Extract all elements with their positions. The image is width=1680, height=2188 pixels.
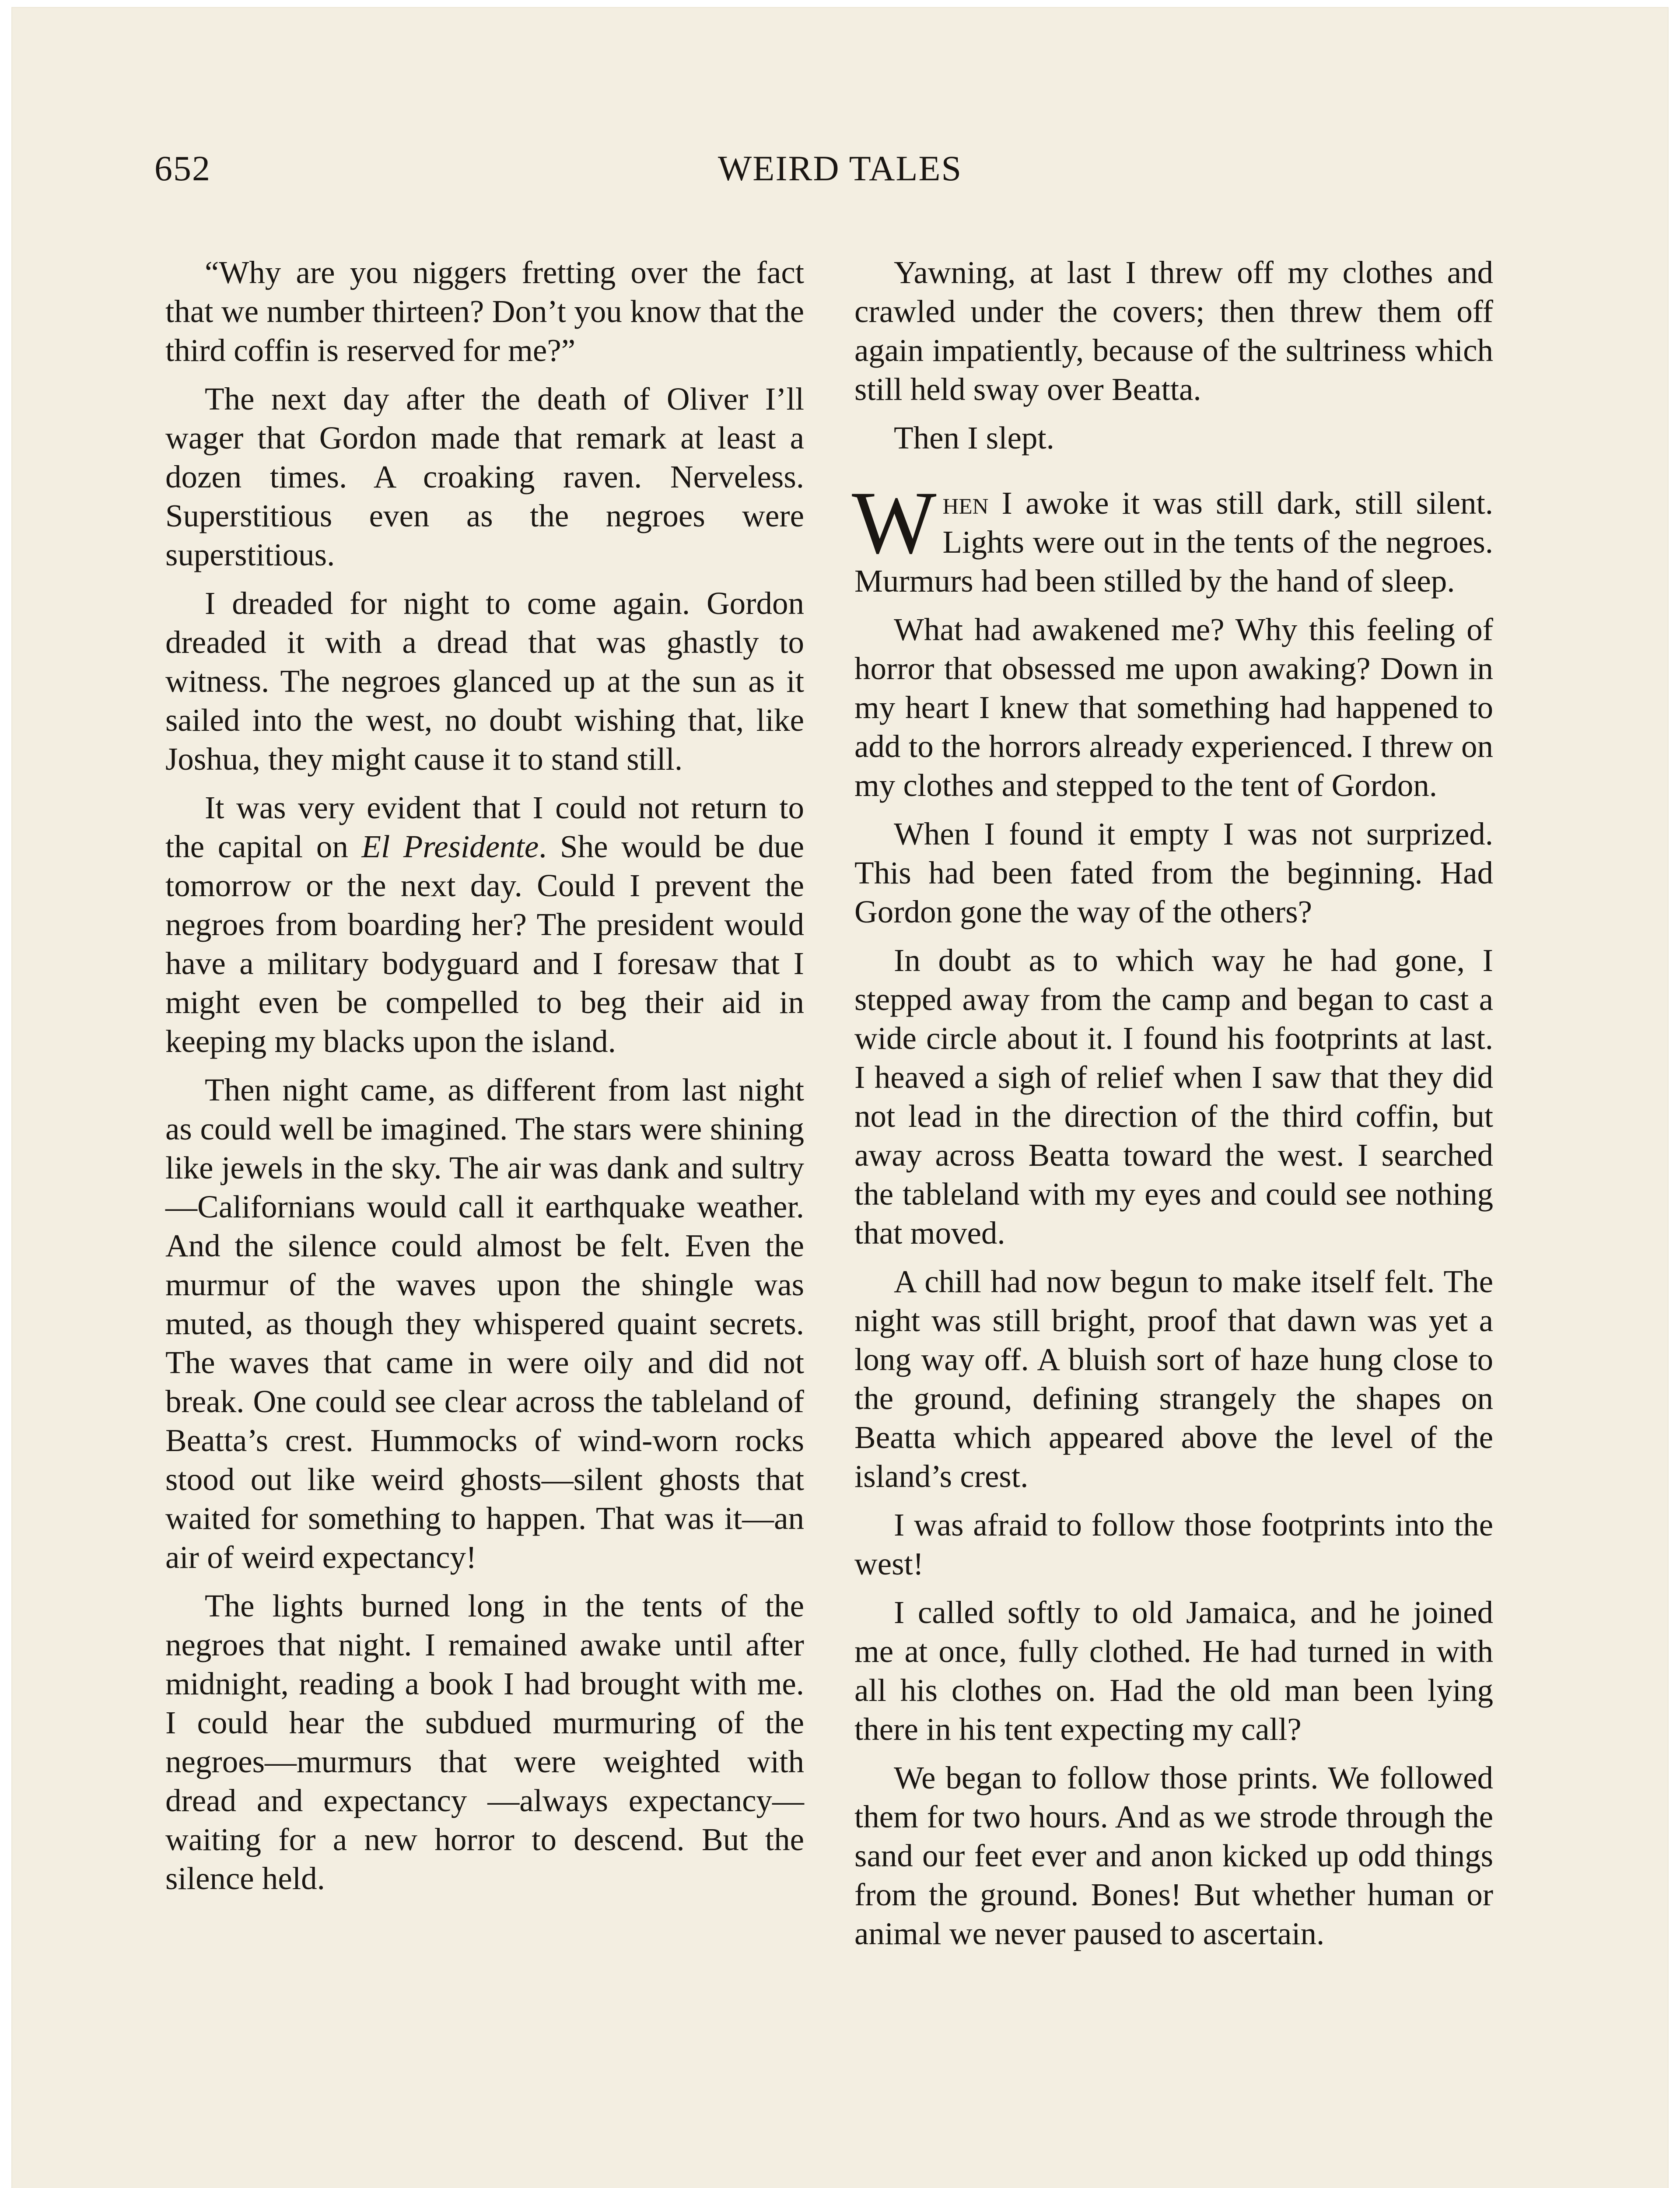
section-opening-text: I awoke it was still dark, still silent. Lights were out in the tents of the negroes. Murmurs had been stilled by the hand of sleep.	[854, 485, 1493, 599]
paragraph: A chill had now begun to make itself felt. The night was still bright, proof that dawn was yet a long way off. A bluish sort of haze hung close to the ground, defining strangely the shapes on Beatta which appeared above the level of the island’s crest.	[854, 1264, 1493, 1494]
paragraph: We began to follow those prints. We followed them for two hours. And as we strode through the sand our feet ever and anon kicked up odd things from the ground. Bones! But whether human or animal we never paused to ascertain.	[854, 1760, 1493, 1951]
paragraph: When I found it empty I was not surprized. This had been fated from the beginning. Had Gordon gone the way of the others?	[854, 816, 1493, 929]
paragraph: In doubt as to which way he had gone, I stepped away from the camp and began to cast a wide circle about it. I found his footprints at last. I heaved a sigh of relief when I saw that they did not lead in the direction of the third coffin, but away across Beatta toward the west. I searched the tableland with my eyes and could see nothing that moved.	[854, 943, 1493, 1251]
paragraph: Then night came, as different from last night as could well be imagined. The stars were shining like jewels in the sky. The air was dank and sultry —Californians would call it earthquake weather. And the silence could almost be felt. Even the murmur of the waves upon the shingle was muted, as though they whispered quaint secrets. The waves that came in were oily and did not break. One could see clear across the tableland of Beatta’s crest. Hummocks of wind-worn rocks stood out like weird ghosts—silent ghosts that waited for something to happen. That was it—an air of weird expectancy!	[165, 1072, 804, 1575]
paragraph: “Why are you niggers fretting over the fact that we number thirteen? Don’t you know that the third coffin is reserved for me?”	[165, 255, 804, 368]
small-caps-lead: hen	[942, 485, 989, 521]
paragraph: The next day after the death of Oliver I’ll wager that Gordon made that remark at least a dozen times. A croaking raven. Nerveless. Superstitious even as the negroes were superstitious.	[165, 381, 804, 572]
paragraph: The lights burned long in the tents of the negroes that night. I remained awake until after midnight, reading a book I had brought with me. I could hear the subdued murmuring of the negroes—murmurs that were weighted with dread and expectancy —always expectancy—waiting for a new horror to descend. But the silence held.	[165, 1588, 804, 1896]
right-column	[854, 253, 1493, 1963]
paragraph: I dreaded for night to come again. Gordon dreaded it with a dread that was ghastly to witness. The negroes glanced up at the sun as it sailed into the west, no doubt wishing that, like Joshua, they might cause it to stand still.	[165, 586, 804, 777]
drop-cap: W	[852, 473, 937, 572]
running-title: WEIRD TALES	[718, 148, 962, 188]
paragraph: Then I slept.	[894, 420, 1054, 456]
paragraph: What had awakened me? Why this feeling of horror that obsessed me upon awaking? Down in my heart I knew that something had happened to add to the horrors already experienced. I threw on my clothes and stepped to the tent of Gordon.	[854, 612, 1493, 803]
paragraph: Yawning, at last I threw off my clothes and crawled under the covers; then threw them off again impatiently, because of the sultriness which still held sway over Beatta.	[854, 255, 1493, 407]
paragraph: It was very evident that I could not return to the capital on El Presidente. She would be due tomorrow or the next day. Could I prevent the negroes from boarding her? The president would have a military bodyguard and I foresaw that I might even be compelled to beg their aid in keeping my blacks upon the island.	[165, 790, 804, 1059]
left-column	[165, 253, 804, 1907]
paragraph: I called softly to old Jamaica, and he joined me at once, fully clothed. He had turned in with all his clothes on. Had the old man been lying there in his tent expecting my call?	[854, 1595, 1493, 1747]
section-opening-paragraph	[852, 473, 1493, 600]
paragraph: I was afraid to follow those footprints into the west!	[854, 1507, 1493, 1581]
magazine-page	[12, 8, 1668, 2188]
page-number: 652	[154, 148, 211, 188]
